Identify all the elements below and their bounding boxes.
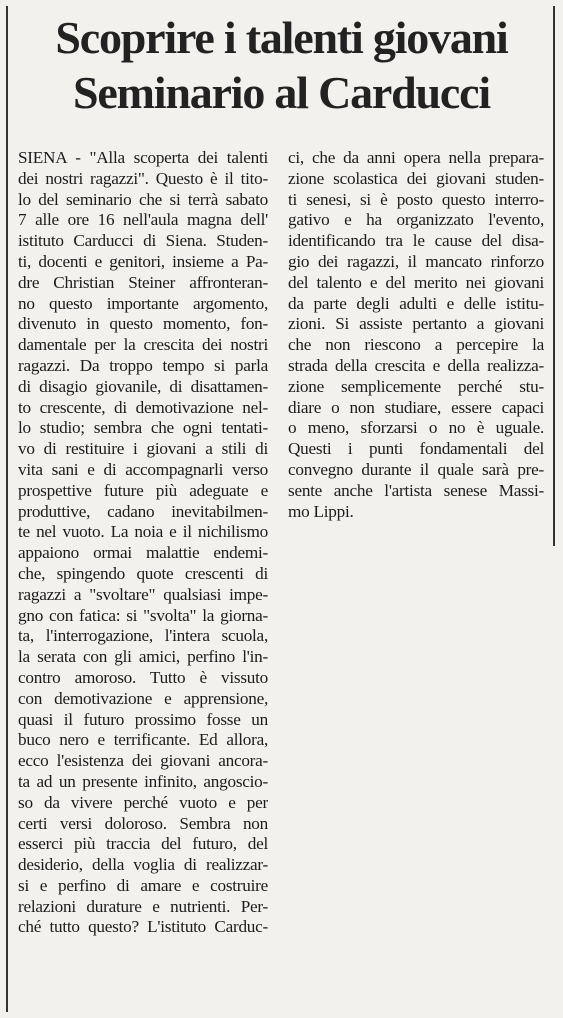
- text-line: dei nostri ragazzi". Questo è il tito-: [18, 168, 268, 188]
- text-line: desiderio, della voglia di realizzar-: [18, 855, 268, 875]
- text-line: to crescente, di demotivazione nel-: [18, 397, 268, 417]
- text-line: produttive, cadano inevitabilmen-: [18, 501, 268, 521]
- text-line: ta ad un presente infinito, angoscio-: [18, 771, 268, 791]
- text-line: mo Lippi.: [288, 501, 354, 521]
- text-line: diare o non studiare, essere capaci: [288, 397, 544, 417]
- text-line: contro amoroso. Tutto è vissuto: [18, 667, 268, 687]
- text-line: appaiono ormai malattie endemi-: [18, 543, 268, 563]
- text-line: gativo e ha organizzato l'evento,: [288, 210, 544, 230]
- text-line: zione scolastica dei giovani studen-: [288, 168, 544, 188]
- text-line: no questo importante argomento,: [18, 293, 268, 313]
- text-line: di disagio giovanile, di disattamen-: [18, 376, 268, 396]
- text-line: esserci più traccia del futuro, del: [18, 834, 268, 854]
- text-line: ragazzi. Da troppo tempo si parla: [18, 355, 268, 375]
- text-line: certi versi doloroso. Sembra non: [18, 813, 268, 833]
- text-line: ti senesi, si è posto questo interro-: [288, 189, 544, 209]
- text-line: lo del seminario che si terrà sabato: [18, 189, 268, 209]
- left-border-rule: [6, 6, 8, 1012]
- text-line: che, spingendo quote crescenti di: [18, 563, 268, 583]
- text-line: so da vivere perché vuoto e per: [18, 792, 268, 812]
- text-line: strada della crescita e della realizza-: [288, 355, 544, 375]
- text-line: identificando tra le cause del disa-: [288, 231, 544, 251]
- article-headline: [10, 10, 553, 120]
- text-line: lo studio; sembra che ogni tentati-: [18, 418, 268, 438]
- text-line: damentale per la crescita dei nostri: [18, 335, 268, 355]
- text-line: gno con fatica: si "svolta" la giorna-: [18, 605, 268, 625]
- text-line: divenuto in questo momento, fon-: [18, 314, 268, 334]
- headline-line-2: Seminario al Carducci: [73, 67, 490, 118]
- text-line: convegno durante il quale sarà pre-: [288, 459, 544, 479]
- text-line: prospettive future più adeguate e: [18, 480, 268, 500]
- text-line: o meno, sforzarsi o no è uguale.: [288, 418, 544, 438]
- text-line: che non riescono a percepire la: [288, 335, 544, 355]
- text-line: con demotivazione e apprensione,: [18, 688, 268, 708]
- headline-line-1: Scoprire i talenti giovani: [55, 12, 508, 63]
- text-line: SIENA - "Alla scoperta dei talenti: [18, 148, 268, 167]
- text-line: ragazzi a "svoltare" qualsiasi impe-: [18, 584, 268, 604]
- text-line: si e perfino di amare e costruire: [18, 875, 268, 895]
- article-column-right: [288, 148, 544, 522]
- text-line: istituto Carducci di Siena. Studen-: [18, 231, 268, 251]
- text-line: ti, docenti e genitori, insieme a Pa-: [18, 251, 268, 271]
- text-line: ecco l'esistenza dei giovani ancora-: [18, 751, 268, 771]
- text-line: da parte degli adulti e delle istitu-: [288, 293, 544, 313]
- text-line: relazioni durature e nutrienti. Per-: [18, 896, 268, 916]
- text-line: zioni. Si assiste pertanto a giovani: [288, 314, 544, 334]
- text-line: vo di restituire i giovani a stili di: [18, 439, 268, 459]
- text-line: sente anche l'artista senese Massi-: [288, 480, 544, 500]
- text-line: quasi il futuro prossimo fosse un: [18, 709, 268, 729]
- text-line: gio dei ragazzi, il mancato rinforzo: [288, 251, 544, 271]
- text-line: del talento e del merito nei giovani: [288, 272, 544, 292]
- text-line: la serata con gli amici, perfino l'in-: [18, 647, 268, 667]
- text-line: vita sani e di accompagnarli verso: [18, 459, 268, 479]
- text-line: dre Christian Steiner affronteran-: [18, 272, 268, 292]
- text-line: zione semplicemente perché stu-: [288, 376, 544, 396]
- text-line: Questi i punti fondamentali del: [288, 439, 544, 459]
- text-line: ta, l'interrogazione, l'intera scuola,: [18, 626, 268, 646]
- right-border-rule: [553, 6, 555, 546]
- text-line: te nel vuoto. La noia e il nichilismo: [18, 522, 268, 542]
- text-line: buco nero e terrificante. Ed allora,: [18, 730, 268, 750]
- text-line: ci, che da anni opera nella prepara-: [288, 148, 544, 167]
- text-line: 7 alle ore 16 nell'aula magna dell': [18, 210, 268, 230]
- article-column-left: [18, 148, 268, 938]
- text-line: ché tutto questo? L'istituto Carduc-: [18, 917, 268, 937]
